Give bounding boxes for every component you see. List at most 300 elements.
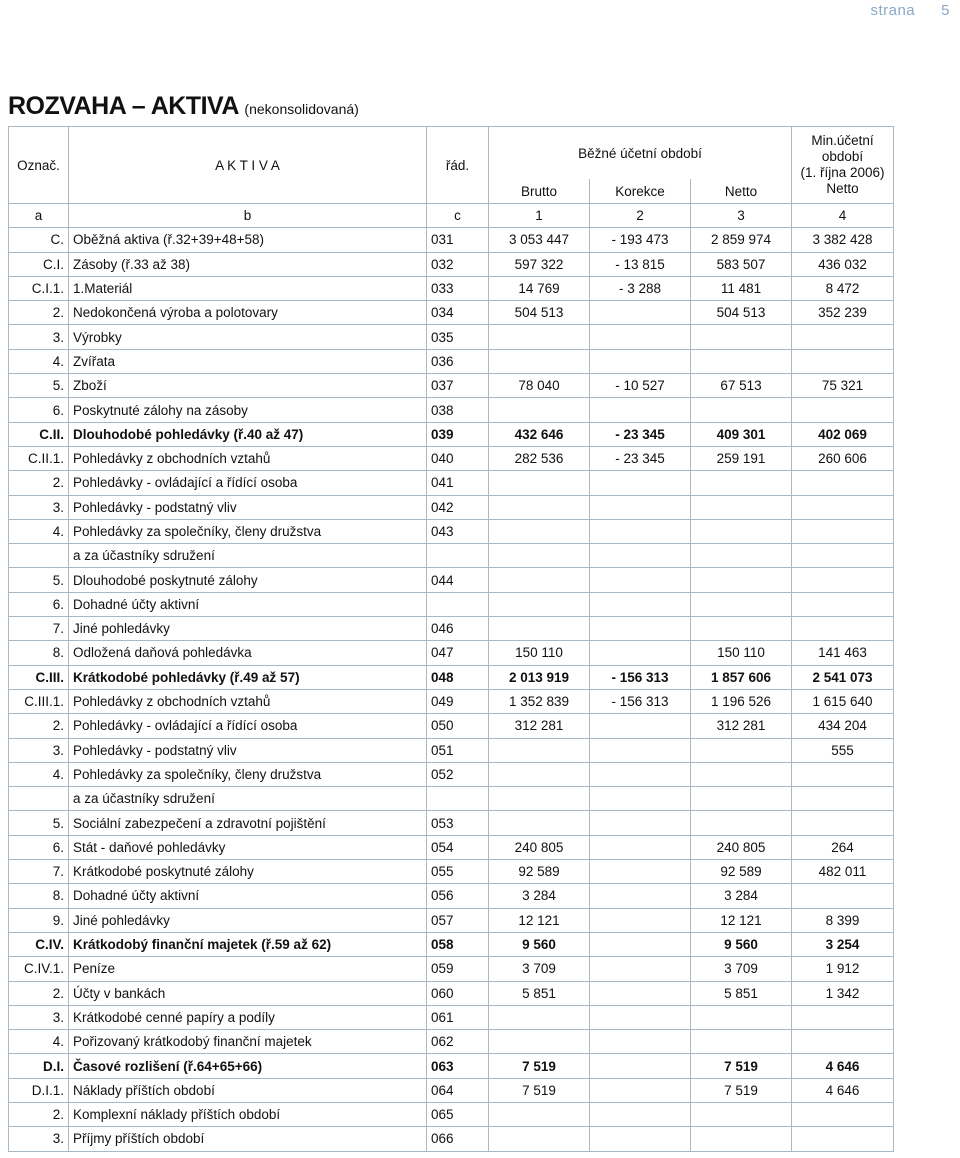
cell-min: 436 032 [792, 252, 894, 276]
cell-rad: 056 [427, 884, 489, 908]
cell-rad: 064 [427, 1078, 489, 1102]
cell-rad [427, 787, 489, 811]
cell-netto [691, 592, 792, 616]
cell-brutto [489, 811, 590, 835]
cell-name: Časové rozlišení (ř.64+65+66) [69, 1054, 427, 1078]
table-row [9, 908, 894, 932]
letters-row [9, 204, 894, 228]
cell-brutto: 92 589 [489, 860, 590, 884]
header-bezne: Běžné účetní období [489, 127, 792, 180]
cell-rad: 063 [427, 1054, 489, 1078]
cell-name: Jiné pohledávky [69, 908, 427, 932]
table-row [9, 860, 894, 884]
table-row [9, 252, 894, 276]
table-row [9, 228, 894, 252]
table-row [9, 835, 894, 859]
cell-min [792, 471, 894, 495]
cell-brutto [489, 787, 590, 811]
cell-id: C.III. [9, 665, 69, 689]
header-netto: Netto [691, 179, 792, 203]
cell-rad: 042 [427, 495, 489, 519]
cell-name: Pohledávky za společníky, členy družstva [69, 519, 427, 543]
cell-brutto [489, 1030, 590, 1054]
cell-brutto: 150 110 [489, 641, 590, 665]
cell-min: 1 342 [792, 981, 894, 1005]
cell-netto [691, 349, 792, 373]
cell-id [9, 544, 69, 568]
cell-min [792, 519, 894, 543]
cell-netto: 11 481 [691, 276, 792, 300]
cell-rad: 035 [427, 325, 489, 349]
cell-min [792, 1030, 894, 1054]
cell-netto: 504 513 [691, 301, 792, 325]
cell-id: 4. [9, 1030, 69, 1054]
cell-name: Dlouhodobé poskytnuté zálohy [69, 568, 427, 592]
table-row [9, 884, 894, 908]
cell-netto: 2 859 974 [691, 228, 792, 252]
table-row [9, 1078, 894, 1102]
header-min-2: období [821, 149, 864, 164]
cell-netto: 5 851 [691, 981, 792, 1005]
cell-min: 2 541 073 [792, 665, 894, 689]
cell-netto [691, 519, 792, 543]
table-row [9, 1127, 894, 1151]
cell-id: C.I. [9, 252, 69, 276]
cell-name: Peníze [69, 957, 427, 981]
cell-id: C. [9, 228, 69, 252]
cell-rad: 050 [427, 714, 489, 738]
cell-name: Krátkodobý finanční majetek (ř.59 až 62) [69, 932, 427, 956]
cell-netto: 1 196 526 [691, 689, 792, 713]
cell-rad: 032 [427, 252, 489, 276]
table-row [9, 422, 894, 446]
table-row [9, 544, 894, 568]
cell-netto [691, 762, 792, 786]
header-min [792, 127, 894, 204]
cell-name: Odložená daňová pohledávka [69, 641, 427, 665]
cell-brutto [489, 762, 590, 786]
cell-brutto [489, 544, 590, 568]
column-letter: 2 [590, 204, 691, 228]
cell-rad: 051 [427, 738, 489, 762]
header-aktiva: A K T I V A [69, 127, 427, 204]
cell-min [792, 544, 894, 568]
table-row [9, 617, 894, 641]
cell-rad: 048 [427, 665, 489, 689]
cell-korekce [590, 519, 691, 543]
table-row [9, 568, 894, 592]
cell-netto [691, 738, 792, 762]
cell-rad: 039 [427, 422, 489, 446]
cell-id: C.II.1. [9, 446, 69, 470]
cell-brutto [489, 1102, 590, 1126]
cell-min: 3 382 428 [792, 228, 894, 252]
cell-korekce [590, 398, 691, 422]
cell-netto [691, 544, 792, 568]
cell-id: D.I.1. [9, 1078, 69, 1102]
cell-brutto: 5 851 [489, 981, 590, 1005]
table-row [9, 738, 894, 762]
title-sub: (nekonsolidovaná) [244, 101, 359, 117]
cell-id: 7. [9, 617, 69, 641]
cell-name: Účty v bankách [69, 981, 427, 1005]
cell-netto [691, 811, 792, 835]
cell-rad: 031 [427, 228, 489, 252]
cell-netto [691, 1127, 792, 1151]
cell-netto: 9 560 [691, 932, 792, 956]
cell-min: 264 [792, 835, 894, 859]
cell-netto: 312 281 [691, 714, 792, 738]
cell-name: Pohledávky - podstatný vliv [69, 738, 427, 762]
cell-brutto: 3 053 447 [489, 228, 590, 252]
cell-name: Pohledávky - ovládající a řídící osoba [69, 471, 427, 495]
cell-id: C.I.1. [9, 276, 69, 300]
cell-netto [691, 1005, 792, 1029]
table-row [9, 1030, 894, 1054]
cell-korekce [590, 932, 691, 956]
cell-rad: 044 [427, 568, 489, 592]
cell-korekce: - 193 473 [590, 228, 691, 252]
table-row [9, 1005, 894, 1029]
cell-name: Krátkodobé cenné papíry a podíly [69, 1005, 427, 1029]
table-row [9, 301, 894, 325]
cell-name: Poskytnuté zálohy na zásoby [69, 398, 427, 422]
title-main: ROZVAHA – AKTIVA [8, 92, 238, 120]
table-row [9, 398, 894, 422]
cell-rad [427, 544, 489, 568]
cell-id: 2. [9, 301, 69, 325]
table-row [9, 1054, 894, 1078]
cell-korekce [590, 762, 691, 786]
column-letter: c [427, 204, 489, 228]
table-row [9, 981, 894, 1005]
cell-brutto: 1 352 839 [489, 689, 590, 713]
cell-name: Pohledávky - ovládající a řídící osoba [69, 714, 427, 738]
cell-korekce: - 156 313 [590, 665, 691, 689]
cell-rad: 040 [427, 446, 489, 470]
table-row [9, 957, 894, 981]
cell-korekce [590, 981, 691, 1005]
cell-name: Pohledávky z obchodních vztahů [69, 689, 427, 713]
column-letter: b [69, 204, 427, 228]
cell-rad [427, 592, 489, 616]
cell-korekce [590, 471, 691, 495]
cell-rad: 061 [427, 1005, 489, 1029]
cell-brutto [489, 398, 590, 422]
cell-id: 4. [9, 762, 69, 786]
cell-id: 3. [9, 495, 69, 519]
cell-netto [691, 471, 792, 495]
cell-korekce [590, 1127, 691, 1151]
cell-rad: 057 [427, 908, 489, 932]
cell-min [792, 1127, 894, 1151]
cell-korekce [590, 884, 691, 908]
cell-korekce [590, 1102, 691, 1126]
cell-name: Nedokončená výroba a polotovary [69, 301, 427, 325]
header-korekce: Korekce [590, 179, 691, 203]
table-row [9, 665, 894, 689]
cell-brutto: 432 646 [489, 422, 590, 446]
cell-min: 3 254 [792, 932, 894, 956]
cell-min: 352 239 [792, 301, 894, 325]
cell-netto: 240 805 [691, 835, 792, 859]
column-letter: 4 [792, 204, 894, 228]
cell-netto: 150 110 [691, 641, 792, 665]
table-row [9, 1102, 894, 1126]
table-row [9, 714, 894, 738]
cell-brutto: 240 805 [489, 835, 590, 859]
cell-korekce [590, 495, 691, 519]
table-row [9, 349, 894, 373]
cell-name: Pohledávky - podstatný vliv [69, 495, 427, 519]
table-row [9, 592, 894, 616]
cell-rad: 038 [427, 398, 489, 422]
column-letter: 1 [489, 204, 590, 228]
cell-korekce [590, 568, 691, 592]
cell-brutto: 7 519 [489, 1078, 590, 1102]
cell-min [792, 398, 894, 422]
cell-rad: 066 [427, 1127, 489, 1151]
cell-korekce: - 23 345 [590, 422, 691, 446]
cell-korekce [590, 835, 691, 859]
header-oznac: Označ. [9, 127, 69, 204]
cell-rad: 046 [427, 617, 489, 641]
cell-name: Pořizovaný krátkodobý finanční majetek [69, 1030, 427, 1054]
cell-netto: 7 519 [691, 1078, 792, 1102]
cell-name: Oběžná aktiva (ř.32+39+48+58) [69, 228, 427, 252]
cell-name: Sociální zabezpečení a zdravotní pojištění [69, 811, 427, 835]
cell-brutto [489, 325, 590, 349]
column-letter: a [9, 204, 69, 228]
cell-name: Jiné pohledávky [69, 617, 427, 641]
cell-min [792, 592, 894, 616]
header-min-3: (1. října 2006) [800, 165, 885, 180]
cell-korekce [590, 617, 691, 641]
cell-min [792, 325, 894, 349]
cell-brutto: 7 519 [489, 1054, 590, 1078]
cell-id: C.IV. [9, 932, 69, 956]
cell-korekce [590, 1030, 691, 1054]
cell-brutto [489, 568, 590, 592]
cell-rad: 054 [427, 835, 489, 859]
cell-korekce [590, 544, 691, 568]
cell-brutto: 78 040 [489, 374, 590, 398]
cell-id: 8. [9, 641, 69, 665]
cell-id: C.II. [9, 422, 69, 446]
cell-rad: 062 [427, 1030, 489, 1054]
header-min-1: Min.účetní [811, 133, 874, 148]
cell-min: 75 321 [792, 374, 894, 398]
cell-rad: 043 [427, 519, 489, 543]
cell-netto: 409 301 [691, 422, 792, 446]
cell-id: 5. [9, 374, 69, 398]
cell-brutto: 312 281 [489, 714, 590, 738]
cell-id: 3. [9, 1005, 69, 1029]
cell-min: 402 069 [792, 422, 894, 446]
cell-brutto: 597 322 [489, 252, 590, 276]
cell-name: 1.Materiál [69, 276, 427, 300]
cell-name: Náklady příštích období [69, 1078, 427, 1102]
table-row [9, 446, 894, 470]
cell-name: Zásoby (ř.33 až 38) [69, 252, 427, 276]
header-brutto: Brutto [489, 179, 590, 203]
cell-name: Příjmy příštích období [69, 1127, 427, 1151]
cell-korekce [590, 860, 691, 884]
cell-min: 482 011 [792, 860, 894, 884]
cell-min [792, 811, 894, 835]
cell-rad: 047 [427, 641, 489, 665]
cell-korekce [590, 349, 691, 373]
table-row [9, 932, 894, 956]
cell-id: 6. [9, 835, 69, 859]
cell-min: 4 646 [792, 1054, 894, 1078]
cell-rad: 060 [427, 981, 489, 1005]
cell-id: 7. [9, 860, 69, 884]
table-row [9, 495, 894, 519]
cell-min: 555 [792, 738, 894, 762]
cell-id: 2. [9, 981, 69, 1005]
cell-rad: 065 [427, 1102, 489, 1126]
cell-netto: 583 507 [691, 252, 792, 276]
cell-id: 4. [9, 349, 69, 373]
cell-brutto [489, 495, 590, 519]
cell-rad: 059 [427, 957, 489, 981]
cell-min: 260 606 [792, 446, 894, 470]
cell-netto: 12 121 [691, 908, 792, 932]
cell-netto [691, 568, 792, 592]
cell-id: 9. [9, 908, 69, 932]
cell-netto: 3 709 [691, 957, 792, 981]
cell-brutto: 3 709 [489, 957, 590, 981]
cell-netto [691, 325, 792, 349]
cell-min: 1 615 640 [792, 689, 894, 713]
cell-brutto: 282 536 [489, 446, 590, 470]
cell-name: a za účastníky sdružení [69, 544, 427, 568]
cell-rad: 058 [427, 932, 489, 956]
cell-korekce [590, 1054, 691, 1078]
cell-rad: 055 [427, 860, 489, 884]
cell-brutto [489, 1127, 590, 1151]
cell-id: 3. [9, 325, 69, 349]
column-letter: 3 [691, 204, 792, 228]
cell-rad: 034 [427, 301, 489, 325]
cell-min: 1 912 [792, 957, 894, 981]
cell-id: 2. [9, 471, 69, 495]
cell-brutto [489, 592, 590, 616]
cell-netto: 3 284 [691, 884, 792, 908]
cell-min [792, 349, 894, 373]
table-row [9, 762, 894, 786]
cell-netto [691, 1102, 792, 1126]
cell-name: Pohledávky za společníky, členy družstva [69, 762, 427, 786]
cell-korekce: - 23 345 [590, 446, 691, 470]
cell-korekce [590, 1005, 691, 1029]
cell-netto: 67 513 [691, 374, 792, 398]
cell-brutto: 3 284 [489, 884, 590, 908]
cell-korekce [590, 301, 691, 325]
balance-table [8, 126, 894, 1152]
cell-brutto [489, 471, 590, 495]
cell-brutto [489, 617, 590, 641]
cell-netto [691, 787, 792, 811]
cell-rad: 049 [427, 689, 489, 713]
header-row [9, 127, 894, 180]
cell-netto [691, 1030, 792, 1054]
cell-id: 6. [9, 398, 69, 422]
cell-korekce [590, 641, 691, 665]
cell-netto [691, 617, 792, 641]
cell-brutto: 2 013 919 [489, 665, 590, 689]
cell-rad: 033 [427, 276, 489, 300]
cell-id: C.III.1. [9, 689, 69, 713]
cell-name: Zvířata [69, 349, 427, 373]
cell-id: 8. [9, 884, 69, 908]
cell-brutto [489, 738, 590, 762]
page-number: 5 [941, 2, 950, 19]
cell-korekce [590, 787, 691, 811]
cell-rad: 037 [427, 374, 489, 398]
cell-brutto [489, 1005, 590, 1029]
page-header [870, 2, 950, 19]
cell-name: Dlouhodobé pohledávky (ř.40 až 47) [69, 422, 427, 446]
cell-name: Dohadné účty aktivní [69, 884, 427, 908]
table-row [9, 374, 894, 398]
cell-netto: 259 191 [691, 446, 792, 470]
cell-min: 434 204 [792, 714, 894, 738]
cell-brutto [489, 519, 590, 543]
cell-netto: 1 857 606 [691, 665, 792, 689]
cell-korekce [590, 325, 691, 349]
cell-korekce: - 13 815 [590, 252, 691, 276]
cell-min [792, 495, 894, 519]
cell-rad: 052 [427, 762, 489, 786]
cell-min [792, 568, 894, 592]
cell-korekce: - 10 527 [590, 374, 691, 398]
cell-name: Krátkodobé pohledávky (ř.49 až 57) [69, 665, 427, 689]
cell-brutto: 9 560 [489, 932, 590, 956]
cell-id: D.I. [9, 1054, 69, 1078]
header-min-4: Netto [826, 181, 859, 196]
cell-netto [691, 398, 792, 422]
cell-min [792, 1005, 894, 1029]
cell-name: Stát - daňové pohledávky [69, 835, 427, 859]
cell-name: Krátkodobé poskytnuté zálohy [69, 860, 427, 884]
cell-name: Pohledávky z obchodních vztahů [69, 446, 427, 470]
cell-id: 2. [9, 1102, 69, 1126]
cell-korekce [590, 957, 691, 981]
cell-id: 5. [9, 568, 69, 592]
cell-min [792, 762, 894, 786]
cell-rad: 036 [427, 349, 489, 373]
cell-min: 4 646 [792, 1078, 894, 1102]
cell-min [792, 787, 894, 811]
table-row [9, 325, 894, 349]
cell-min [792, 1102, 894, 1126]
header-rad: řád. [427, 127, 489, 204]
cell-brutto: 12 121 [489, 908, 590, 932]
cell-korekce: - 3 288 [590, 276, 691, 300]
cell-name: Dohadné účty aktivní [69, 592, 427, 616]
cell-netto: 92 589 [691, 860, 792, 884]
cell-korekce [590, 738, 691, 762]
cell-min: 8 399 [792, 908, 894, 932]
cell-min: 141 463 [792, 641, 894, 665]
cell-name: Komplexní náklady příštích období [69, 1102, 427, 1126]
cell-rad: 053 [427, 811, 489, 835]
cell-name: Výrobky [69, 325, 427, 349]
cell-korekce [590, 714, 691, 738]
cell-id: 5. [9, 811, 69, 835]
